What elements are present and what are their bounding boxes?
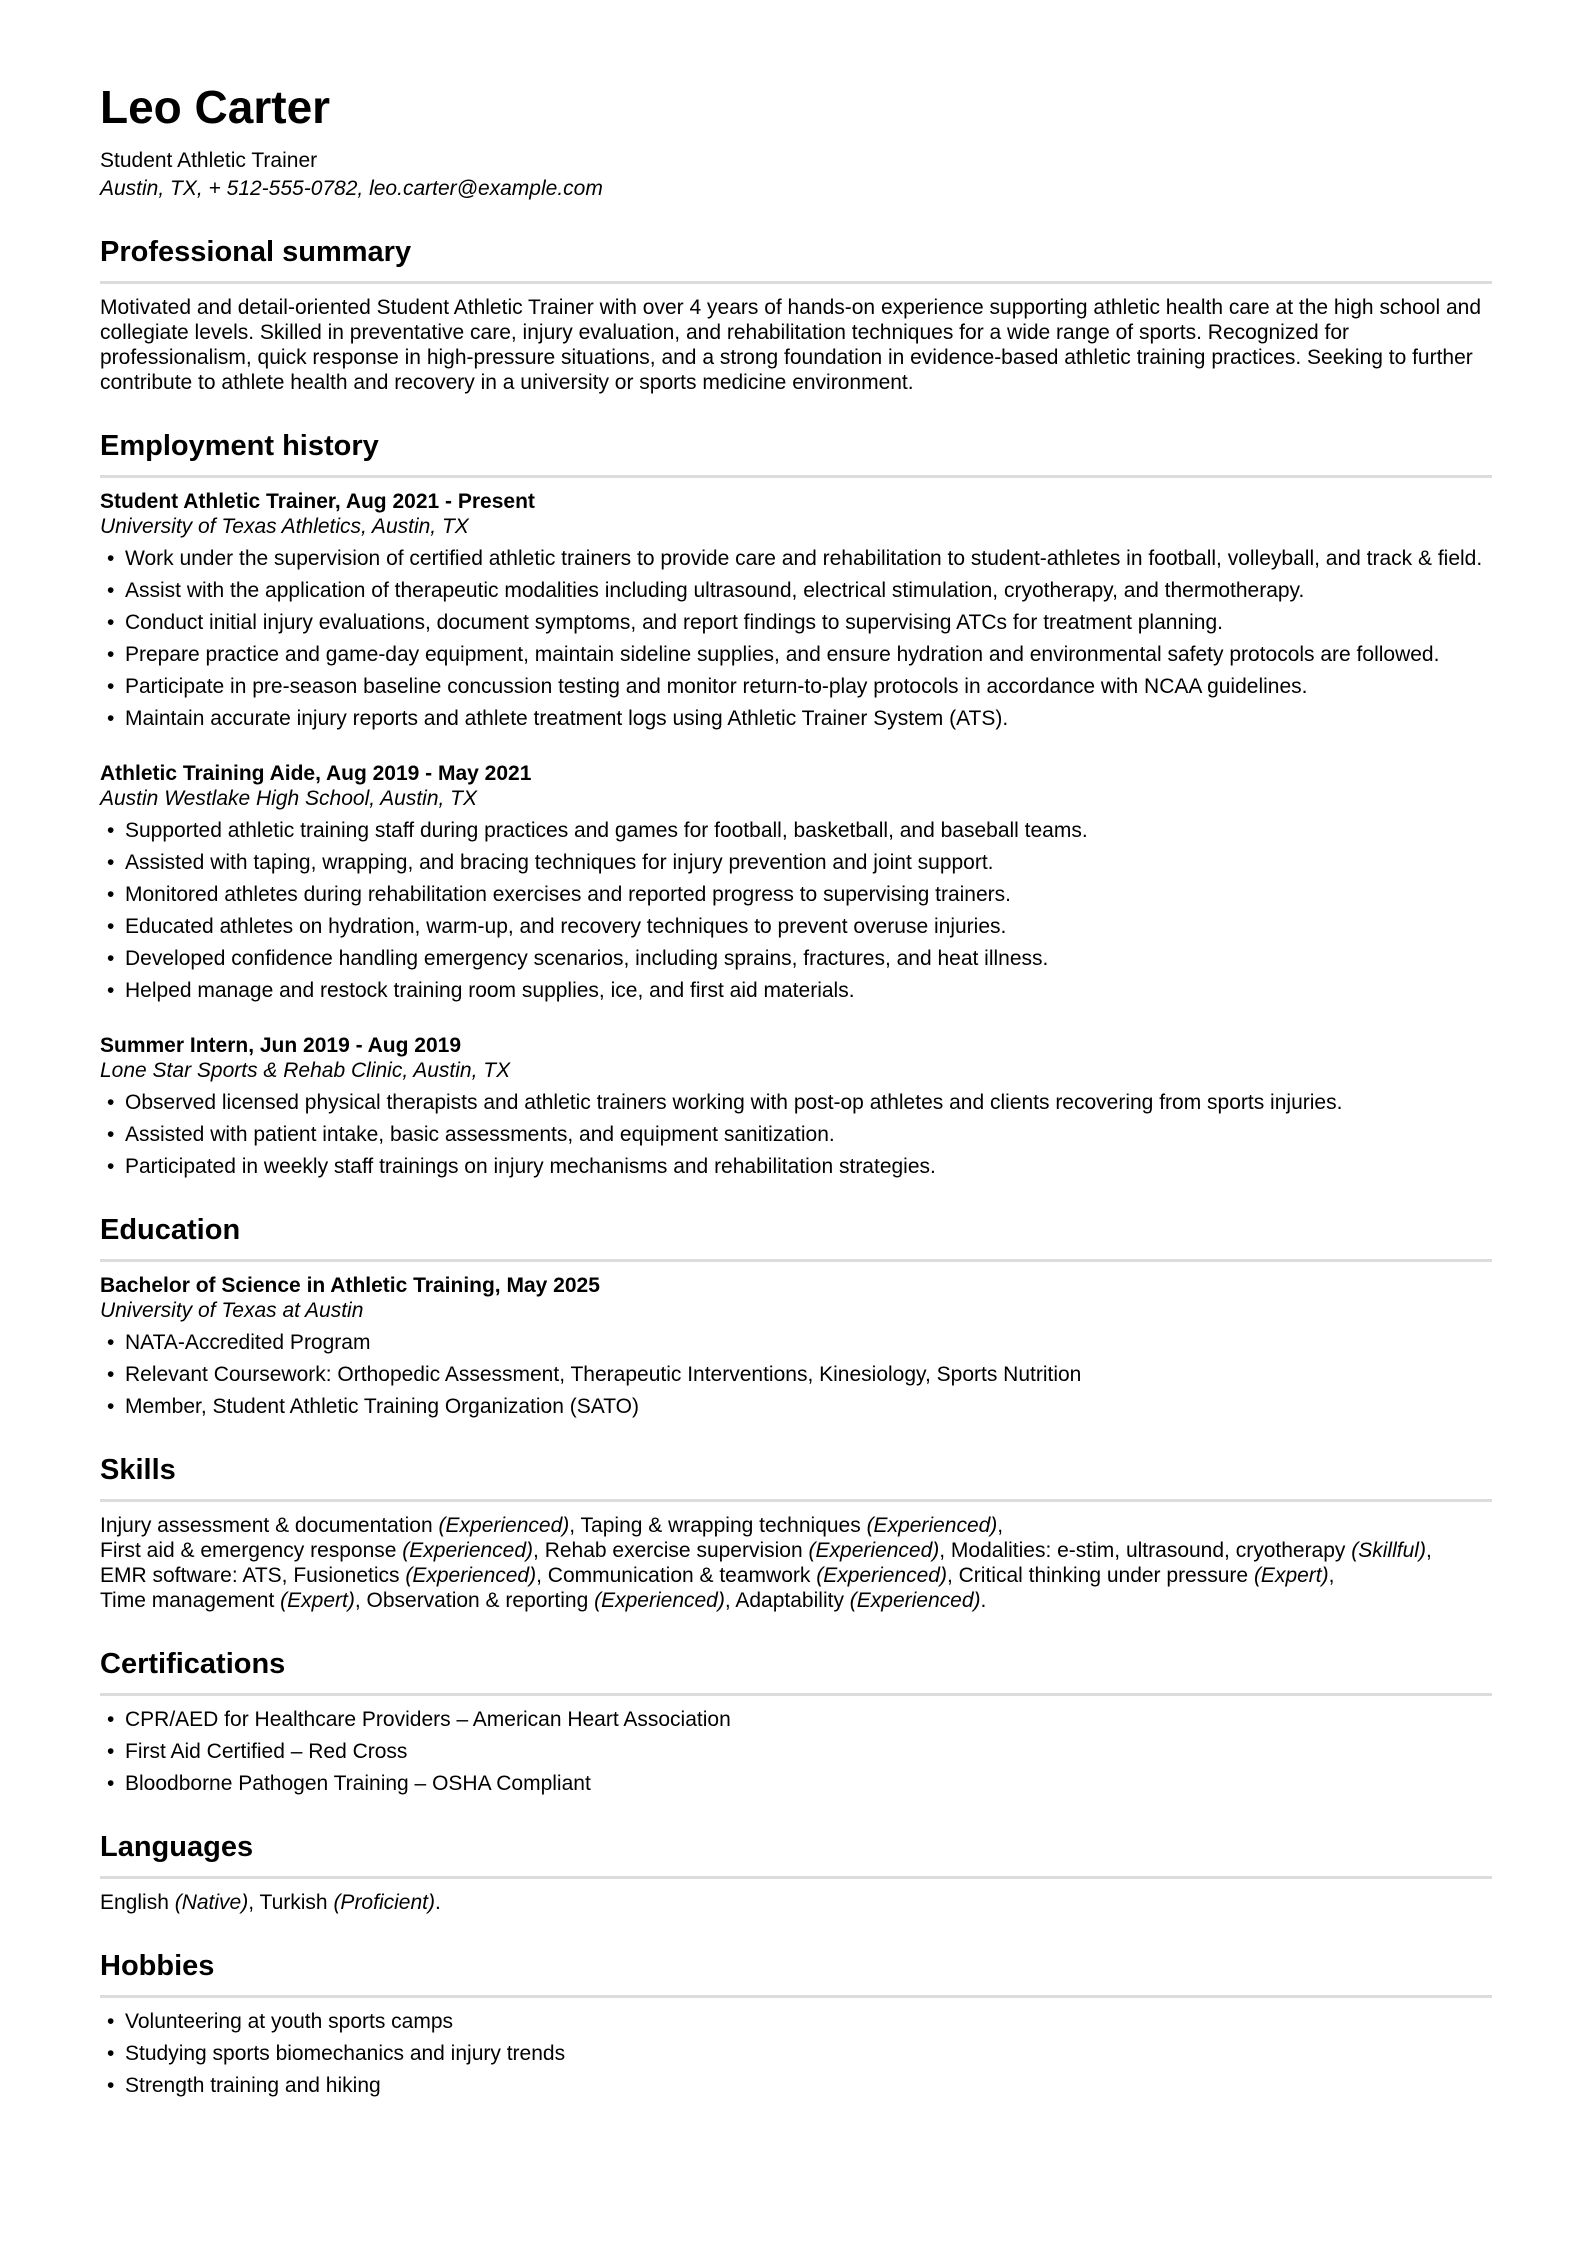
skill-level-text: (Experienced) — [402, 1539, 534, 1562]
segment-text: , — [997, 1514, 1004, 1537]
segment-text: , Observation & reporting — [354, 1589, 595, 1612]
segment-text: , Critical thinking under pressure — [946, 1564, 1254, 1587]
section-certifications — [100, 1647, 1492, 1796]
hobby-item: • Volunteering at youth sports camps — [100, 2009, 1492, 2034]
job-title: Summer Intern, Jun 2019 - Aug 2019 — [100, 1034, 462, 1057]
section-heading-hobbies: Hobbies — [100, 1950, 215, 1982]
job-bullet: • Supported athletic training staff during practices and games for football, basketball, and baseball teams. — [100, 818, 1492, 843]
section-divider — [100, 1995, 1492, 1998]
job-company: Lone Star Sports & Rehab Clinic, Austin, TX — [100, 1059, 511, 1082]
job-bullet: • Observed licensed physical therapists and athletic trainers working with post-op athletes and clients recovering from sports injuries. — [100, 1090, 1492, 1115]
job-company: Austin Westlake High School, Austin, TX — [100, 787, 478, 810]
certification-item: • CPR/AED for Healthcare Providers – American Heart Association — [100, 1707, 1492, 1732]
segment-text: , — [1328, 1564, 1335, 1587]
segment-text: First aid & emergency response — [100, 1539, 403, 1562]
segment-text: EMR software: ATS, Fusionetics — [100, 1564, 406, 1587]
job-bullet: • Assist with the application of therapeutic modalities including ultrasound, electrical stimulation, cryotherapy, and thermotherapy. — [100, 578, 1492, 603]
section-heading-employment: Employment history — [100, 430, 379, 462]
job-bullet: • Conduct initial injury evaluations, document symptoms, and report findings to supervising ATCs for treatment planning. — [100, 610, 1492, 635]
skill-level-text: (Native) — [174, 1891, 249, 1914]
segment-text: , — [1425, 1539, 1432, 1562]
segment-text: , Turkish — [248, 1891, 334, 1914]
skill-level-text: (Proficient) — [333, 1891, 435, 1914]
section-divider — [100, 475, 1492, 478]
job-title: Athletic Training Aide, Aug 2019 - May 2021 — [100, 762, 532, 785]
hobby-item: • Strength training and hiking — [100, 2073, 1492, 2098]
skill-level-text: (Expert) — [1253, 1564, 1329, 1587]
section-employment-history — [100, 429, 1492, 1179]
section-heading-languages: Languages — [100, 1831, 254, 1863]
job-entry — [100, 489, 1492, 731]
skill-level-text: (Experienced) — [594, 1589, 725, 1612]
section-divider — [100, 1693, 1492, 1696]
job-bullet: • Maintain accurate injury reports and athlete treatment logs using Athletic Trainer System (ATS). — [100, 706, 1492, 731]
job-bullet: • Participate in pre-season baseline concussion testing and monitor return-to-play protocols in accordance with NCAA guidelines. — [100, 674, 1492, 699]
skill-level-text: (Experienced) — [808, 1539, 940, 1562]
hobby-item: • Studying sports biomechanics and injury trends — [100, 2041, 1492, 2066]
skill-level-text: (Experienced) — [866, 1514, 998, 1537]
section-professional-summary — [100, 235, 1492, 395]
resume-header — [100, 82, 1492, 201]
job-bullet-list — [100, 546, 1492, 731]
section-divider — [100, 1499, 1492, 1502]
skill-level-text: (Experienced) — [816, 1564, 947, 1587]
job-entry — [100, 761, 1492, 1003]
job-bullet: • Work under the supervision of certified athletic trainers to provide care and rehabilitation to student-athletes in football, volleyball, and track & field. — [100, 546, 1492, 571]
skills-line — [100, 1588, 1492, 1613]
certification-item: • First Aid Certified – Red Cross — [100, 1739, 1492, 1764]
segment-text: . — [980, 1589, 987, 1612]
section-heading-certifications: Certifications — [100, 1648, 286, 1680]
languages-line — [100, 1890, 1492, 1915]
section-divider — [100, 1259, 1492, 1262]
section-divider — [100, 281, 1492, 284]
skills-line — [100, 1563, 1492, 1588]
segment-text: , Modalities: e-stim, ultrasound, cryotherapy — [939, 1539, 1352, 1562]
education-bullet: • Relevant Coursework: Orthopedic Assessment, Therapeutic Interventions, Kinesiology, Sports Nutrition — [100, 1362, 1492, 1387]
section-heading-education: Education — [100, 1214, 241, 1246]
segment-text: , Communication & teamwork — [536, 1564, 817, 1587]
contact-line: Austin, TX, + 512-555-0782, leo.carter@example.com — [100, 177, 603, 200]
job-bullet: • Helped manage and restock training room supplies, ice, and first aid materials. — [100, 978, 1492, 1003]
skill-level-text: (Expert) — [280, 1589, 355, 1612]
certification-item: • Bloodborne Pathogen Training – OSHA Compliant — [100, 1771, 1492, 1796]
job-bullet-list — [100, 818, 1492, 1003]
education-school: University of Texas at Austin — [100, 1299, 364, 1322]
job-bullet: • Monitored athletes during rehabilitation exercises and reported progress to supervising trainers. — [100, 882, 1492, 907]
education-bullet-list — [100, 1330, 1492, 1419]
job-bullet: • Educated athletes on hydration, warm-up, and recovery techniques to prevent overuse injuries. — [100, 914, 1492, 939]
section-heading-summary: Professional summary — [100, 236, 412, 268]
education-bullet: • Member, Student Athletic Training Organization (SATO) — [100, 1394, 1492, 1419]
segment-text: Injury assessment & documentation — [100, 1514, 439, 1537]
job-bullet: • Participated in weekly staff trainings on injury mechanisms and rehabilitation strategies. — [100, 1154, 1492, 1179]
job-bullet: • Assisted with taping, wrapping, and bracing techniques for injury prevention and joint support. — [100, 850, 1492, 875]
education-entry — [100, 1273, 1492, 1419]
job-bullet-list — [100, 1090, 1492, 1179]
skills-line — [100, 1538, 1492, 1563]
segment-text: , Rehab exercise supervision — [533, 1539, 809, 1562]
skill-level-text: (Experienced) — [849, 1589, 981, 1612]
job-bullet: • Developed confidence handling emergency scenarios, including sprains, fractures, and heat illness. — [100, 946, 1492, 971]
skills-line — [100, 1513, 1492, 1538]
job-title: Student Athletic Trainer, Aug 2021 - Present — [100, 490, 535, 513]
job-bullet: • Assisted with patient intake, basic assessments, and equipment sanitization. — [100, 1122, 1492, 1147]
education-degree: Bachelor of Science in Athletic Training, May 2025 — [100, 1274, 600, 1297]
segment-text: , Adaptability — [724, 1589, 850, 1612]
education-bullet: • NATA-Accredited Program — [100, 1330, 1492, 1355]
skill-level-text: (Experienced) — [405, 1564, 537, 1587]
person-name: Leo Carter — [100, 81, 331, 133]
section-divider — [100, 1876, 1492, 1879]
section-heading-skills: Skills — [100, 1454, 176, 1486]
summary-text: Motivated and detail-oriented Student Athletic Trainer with over 4 years of hands-on experience supporting athletic health care at the high school and collegiate levels. Skilled in preventative care, injury evaluation, and rehabilitation techniques for a wide range of sports. Recognized for professionalism, quick response in high-pressure situations, and a strong foundation in evidence-based athletic training practices. Seeking to further contribute to athlete health and recovery in a university or sports medicine environment. — [100, 296, 1482, 394]
section-education — [100, 1213, 1492, 1419]
job-bullet: • Prepare practice and game-day equipment, maintain sideline supplies, and ensure hydration and environmental safety protocols are followed. — [100, 642, 1492, 667]
section-languages — [100, 1830, 1492, 1915]
certifications-list — [100, 1707, 1492, 1796]
segment-text: Time management — [100, 1589, 281, 1612]
skill-level-text: (Experienced) — [438, 1514, 570, 1537]
section-skills — [100, 1453, 1492, 1613]
segment-text: , Taping & wrapping techniques — [569, 1514, 867, 1537]
hobbies-list — [100, 2009, 1492, 2098]
segment-text: . — [434, 1891, 441, 1914]
person-job-title: Student Athletic Trainer — [100, 149, 318, 172]
segment-text: English — [100, 1891, 175, 1914]
job-company: University of Texas Athletics, Austin, TX — [100, 515, 469, 538]
section-hobbies — [100, 1949, 1492, 2098]
job-entry — [100, 1033, 1492, 1179]
skill-level-text: (Skillful) — [1351, 1539, 1426, 1562]
